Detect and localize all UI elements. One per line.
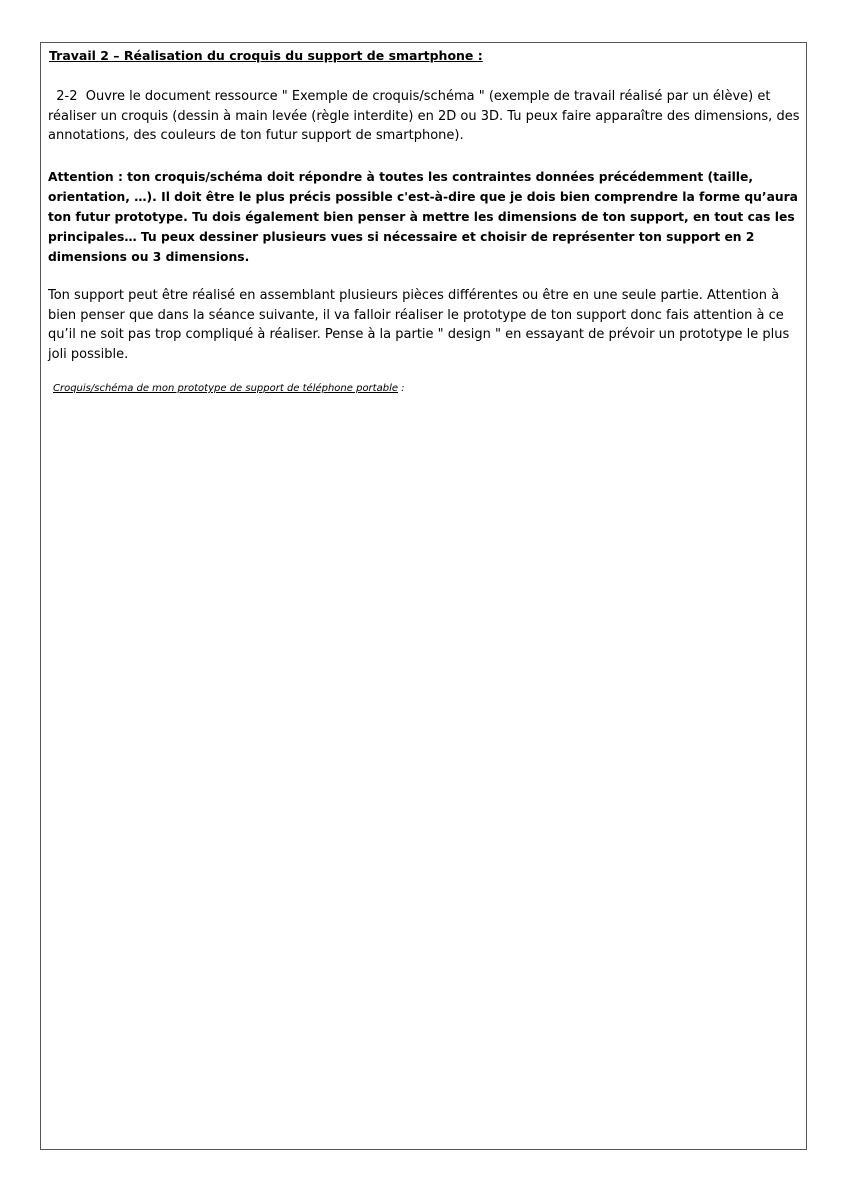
sketch-caption-label: Croquis/schéma de mon prototype de support de téléphone portable [53, 383, 398, 394]
sketch-drawing-area[interactable] [41, 403, 806, 1143]
instruction-paragraph: 2-2 Ouvre le document ressource " Exemple de croquis/schéma " (exemple de travail réalisé par un élève) et réaliser un croquis (dessin à main levée (règle interdite) en 2D ou 3D. Tu peux faire apparaître des dimensions, des annotations, des couleurs de ton futur support de smartphone). [48, 89, 804, 143]
sketch-caption [53, 383, 405, 394]
worksheet-frame [40, 42, 807, 1150]
sketch-caption-colon: : [398, 383, 405, 394]
support-paragraph: Ton support peut être réalisé en assemblant plusieurs pièces différentes ou être en une seule partie. Attention à bien penser que dans la séance suivante, il va falloir réaliser le prototype de ton support donc fais attention à ce qu’il ne soit pas trop compliqué à réaliser. Pense à la partie " design " en essayant de prévoir un prototype le plus joli possible. [48, 288, 790, 362]
section-title: Travail 2 – Réalisation du croquis du support de smartphone : [49, 48, 483, 63]
attention-paragraph: Attention : ton croquis/schéma doit répondre à toutes les contraintes données précédemment (taille, orientation, …). Il doit être le plus précis possible c'est-à-dire que je dois bien comprendre la forme qu’aura ton futur prototype. Tu dois également bien penser à mettre les dimensions de ton support, en tout cas les principales… Tu peux dessiner plusieurs vues si nécessaire et choisir de représenter ton support en 2 dimensions ou 3 dimensions. [48, 170, 798, 264]
